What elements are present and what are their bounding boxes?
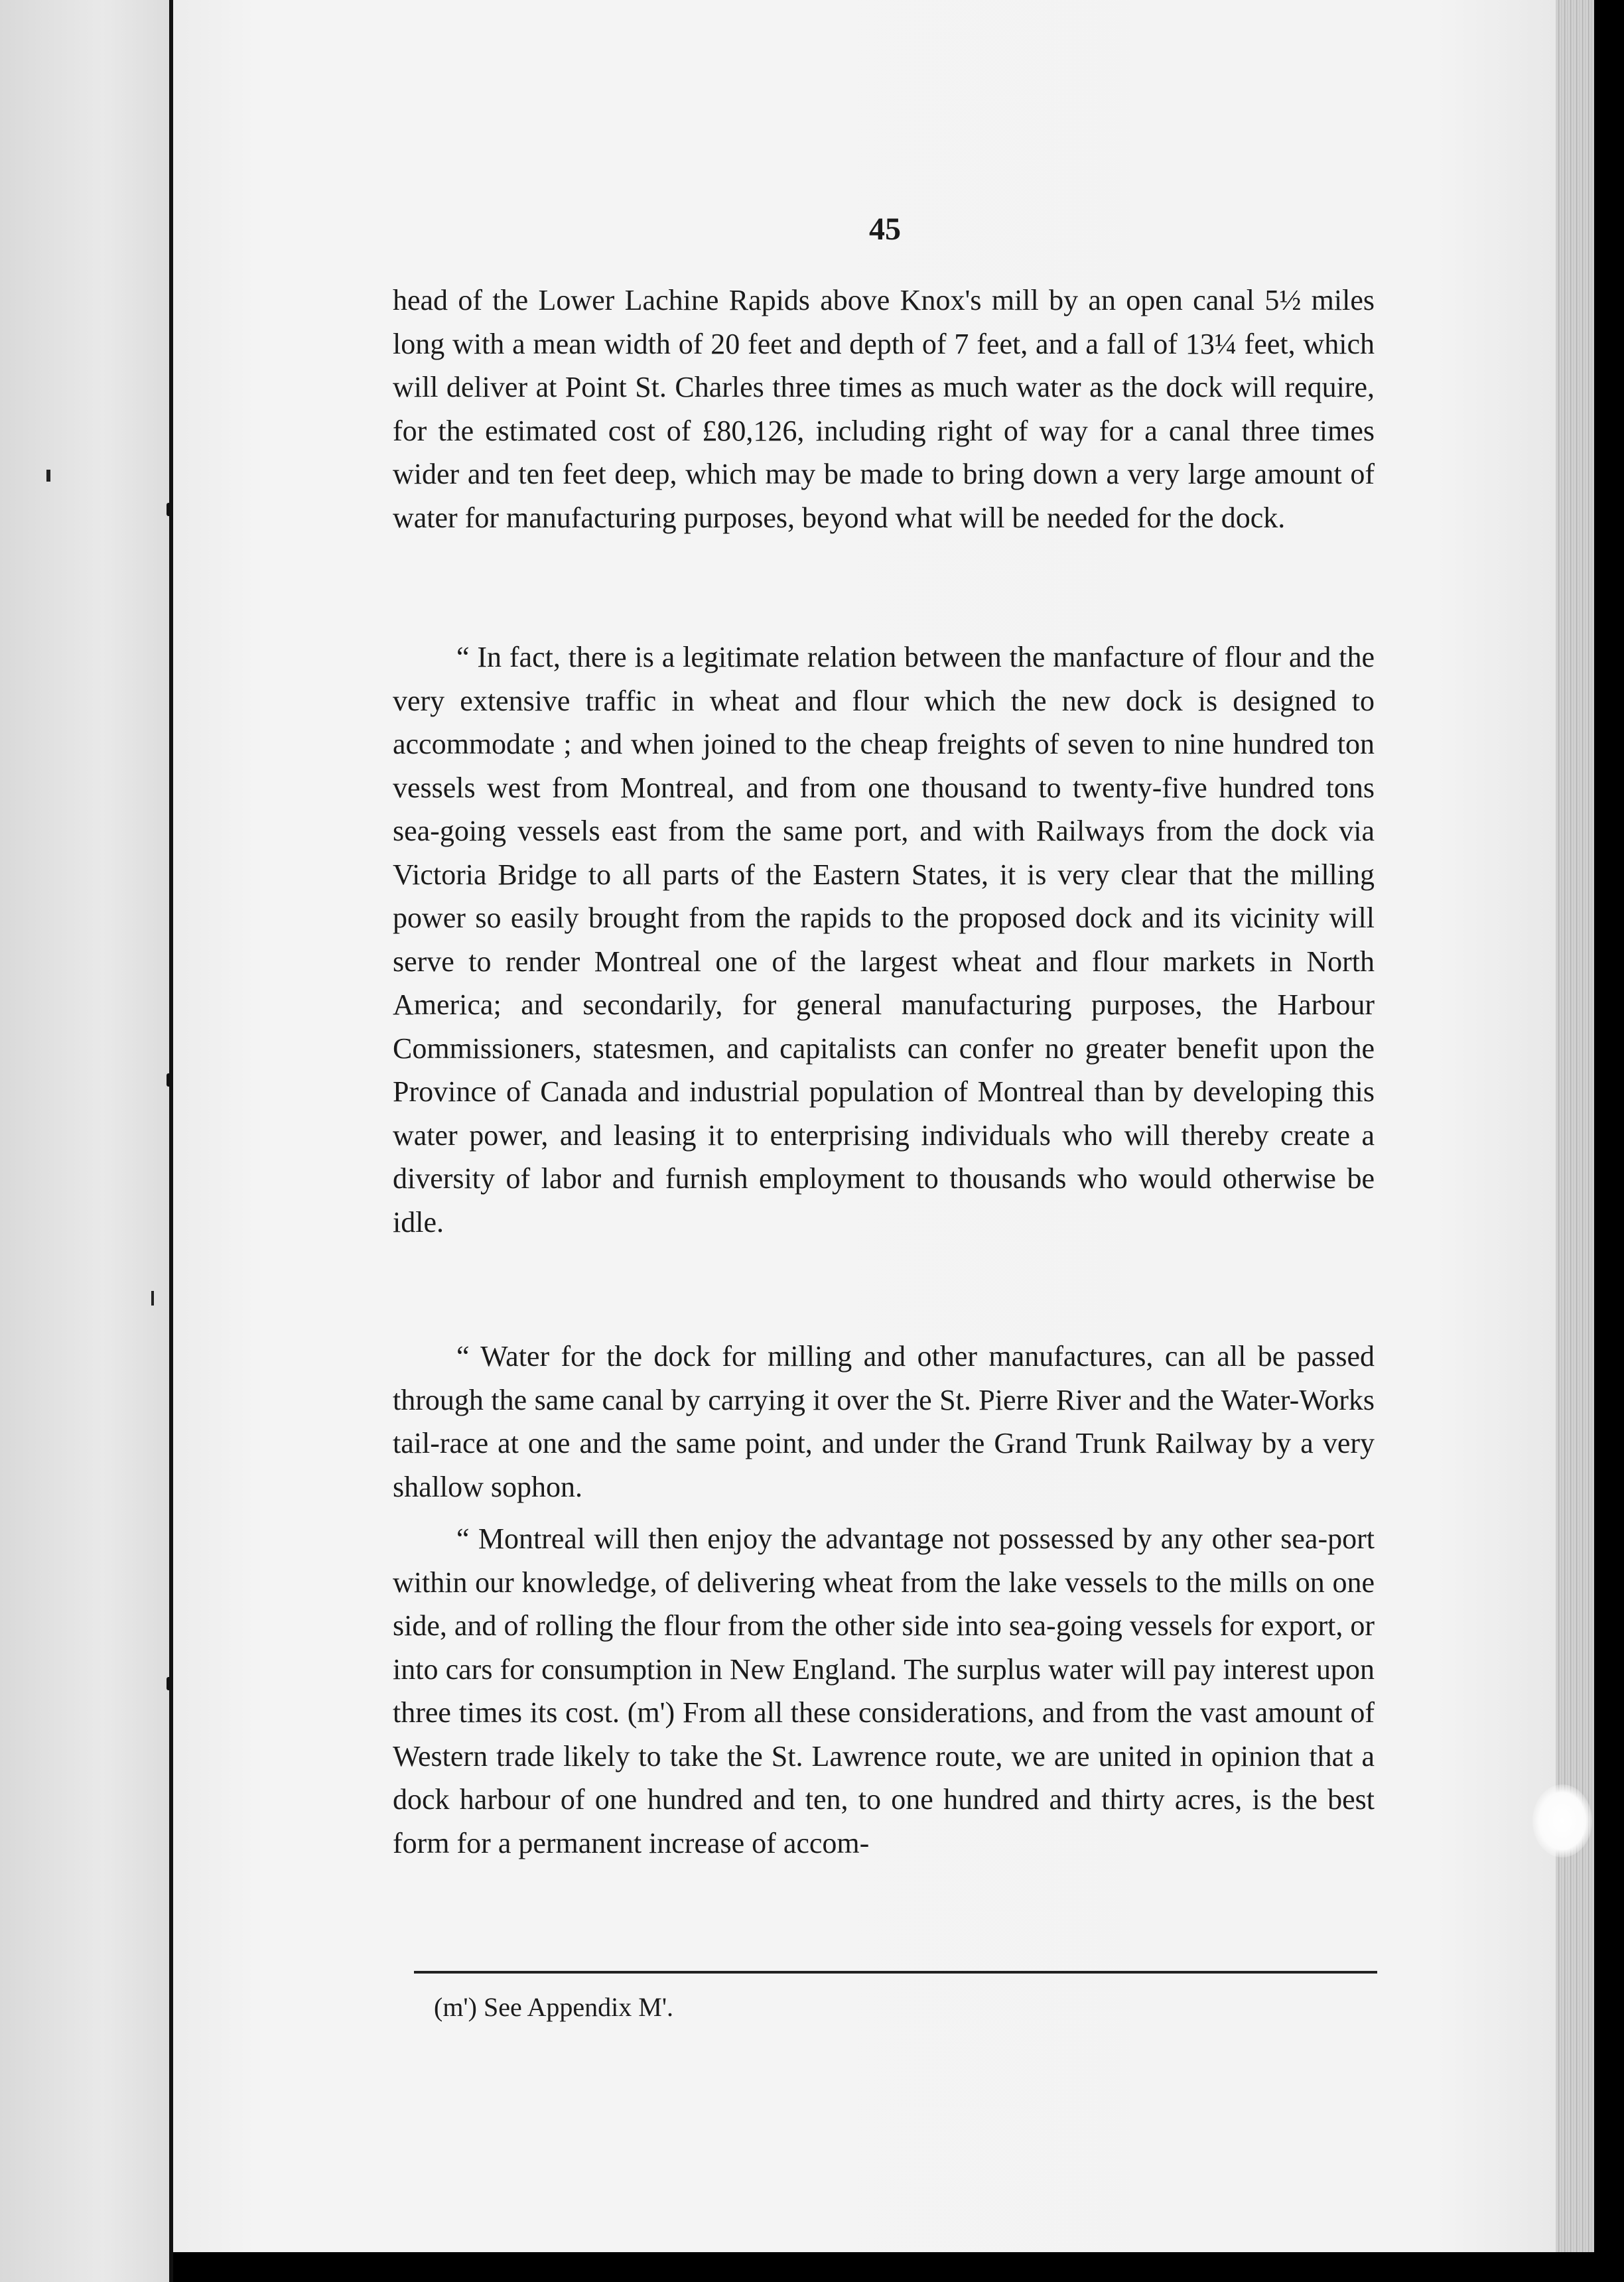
footnote-rule [414,1971,1377,1974]
paragraph-3: “ Water for the dock for milling and other manufactures, can all be passed through the same canal by carrying it over the St. Pierre River and the Water-Works tail-race at one and the same point, and under the Grand Trunk Railway by a very shallow sophon. [393,1340,1375,1503]
footnote: (m') See Appendix M'. [434,1992,674,2022]
paragraph-1: head of the Lower Lachine Rapids above Knox's mill by an open canal 5½ miles long with a mean width of 20 feet and depth of 7 feet, and a fall of 13¼ feet, which will deliver at Point St. Charles three times as much water as the dock will require, for the estimated cost of £80,126, including right of way for a canal three times wider and ten feet deep, which may be made to bring down a very large amount of water for manufacturing purposes, beyond what will be needed for the dock. [393,284,1375,534]
paragraph-4: “ Montreal will then enjoy the advantage not possessed by any other sea-port within our knowledge, of delivering wheat from the lake vessels to the mills on one side, and of rolling the flour from the other side into sea-going vessels for export, or into cars for consumption in New England. The surplus water will pay interest upon three times its cost. (m') From all these considerations, and from the vast amount of Western trade likely to take the St. Lawrence route, we are united in opinion that a dock harbour of one hundred and ten, to one hundred and thirty acres, is the best form for a permanent increase of accom- [393,1522,1375,1859]
bottom-shadow [173,2252,1594,2282]
paragraph-2: “ In fact, there is a legitimate relation between the manfacture of flour and the very extensive traffic in wheat and flour which the new dock is designed to accommodate ; and when joined to the cheap freights of seven to nine hundred ton vessels west from Montreal, and from one thousand to twenty-five hundred tons sea-going vessels east from the same port, and with Railways from the dock via Victoria Bridge to all parts of the Eastern States, it is very clear that the milling power so easily brought from the rapids to the proposed dock and its vicinity will serve to render Montreal one of the largest wheat and flour markets in North America; and secondarily, for general manufacturing purposes, the Harbour Commissioners, statesmen, and capitalists can confer no greater benefit upon the Province of Canada and industrial population of Montreal than by developing this water power, and leasing it to enterprising individuals who will thereby create a diversity of labor and furnish employment to thousands who would otherwise be idle. [393,641,1375,1239]
ink-speck [151,1291,154,1306]
paper-blemish [1532,1784,1592,1857]
ink-speck [46,470,50,482]
page-number: 45 [869,212,901,247]
page-stack-edges [1556,0,1594,2282]
previous-page-edge [0,0,171,2282]
